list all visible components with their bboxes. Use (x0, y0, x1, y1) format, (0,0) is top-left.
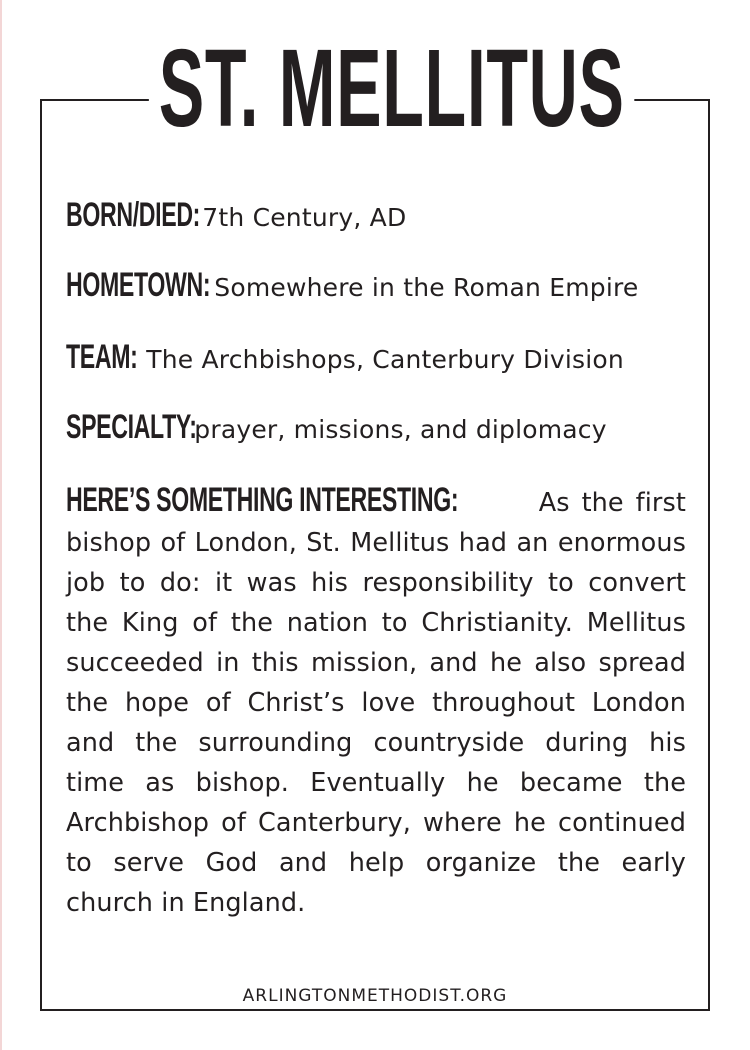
field-born-died (66, 195, 686, 238)
field-value: Somewhere in the Roman Empire (214, 273, 639, 302)
field-specialty (66, 407, 686, 450)
story-label: HERE’S SOMETHING INTERESTING: (66, 481, 459, 519)
field-label: SPECIALTY: (66, 408, 197, 446)
field-value: prayer, missions, and diplomacy (194, 415, 607, 444)
field-hometown (66, 265, 686, 308)
page-title: ST. MELLITUS (149, 30, 635, 148)
page-edge-line (0, 0, 2, 1050)
title-container (0, 27, 750, 150)
story-text: As the first bishop of London, St. Mellitus had an enormous job to do: it was his responsibility to convert the King of the nation to Christianity. Mellitus succeeded in this mission, and he also spread the hope of Christ’s love throughout London and the surrounding countryside during his time as bishop. Eventually he became the Archbishop of Canterbury, where he continued to serve God and help organize the early church in England. (66, 488, 686, 918)
footer-website: ARLINGTONMETHODIST.ORG (242, 986, 508, 1006)
field-label: HOMETOWN: (66, 266, 211, 304)
story-paragraph (66, 480, 686, 923)
field-team (66, 337, 686, 380)
field-label: BORN/DIED: (66, 196, 201, 234)
field-value: 7th Century, AD (202, 203, 407, 232)
field-label: TEAM: (66, 338, 138, 376)
field-value: The Archbishops, Canterbury Division (146, 345, 624, 374)
